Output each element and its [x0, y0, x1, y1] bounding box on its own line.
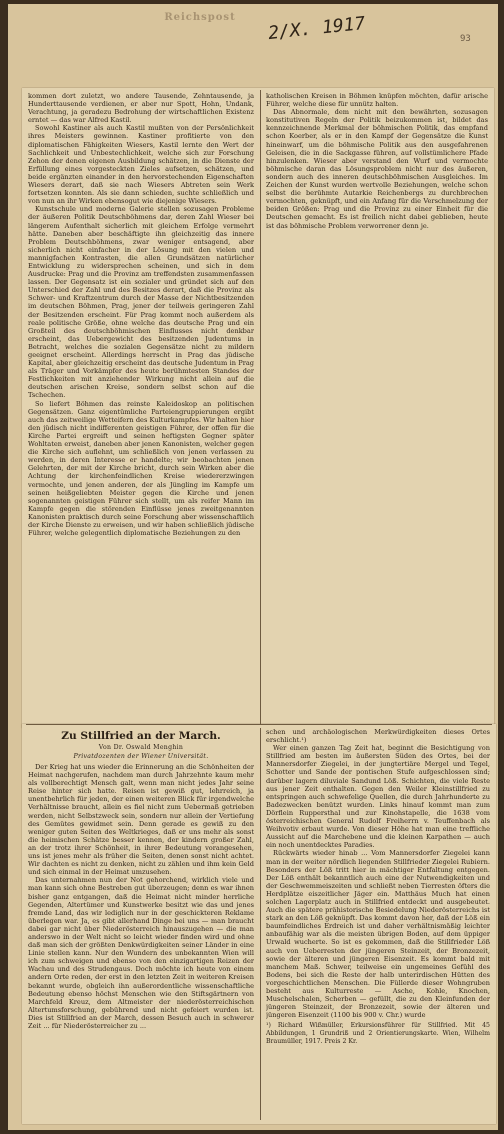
- bottom-article-paragraph: Wer einen ganzen Tag Zeit hat, beginnt die Besichtigung von Stillfried am besten im äußersten Süden des Ortes, bei der Mannersdorfer Ziegelei, in der jungtertiäre Mergel und Tegel, Schotter und Sande der pontischen Stufe aufgeschlossen sind; darüber lagern diluviale Sandund Löß. Schichten, die viele Reste aus jener Zeit enthalten. Gegen den Weiler Kleinstillfried zu entspringen auch schwefelige Quellen, die durch Jahrhunderte zu Badezwecken benützt wurden. Links hinauf kommt man zum Dörflein Ruppersthal und zur Kinohstapelle, die 1638 vom österreichischen General Rudolf Freiherrn v. Teuffenbach als Weihvotiv erbaut wurde. Von dieser Höhe hat man eine treffliche Aussicht auf die Marchebene und die kleinen Karpathen — auch ein noch unentdecktes Paradies.: [266, 744, 490, 850]
- handwritten-date: 2/X. 1917: [267, 12, 367, 45]
- bottom-article-paragraph: Das unternahmen nun der Not gehorchend, wirklich viele und man kann sich ohne Bestreben gut überzeugen; denn es war ihnen bisher ganz entgangen, daß die Heimat nicht minder herrliche Gegenden, Altertümer und Kunstwerke besitzt wie das und jenes fremde Land, das wir lediglich nur in der geschickteren Reklame überlegen war. Ja, es gibt allerhand Dinge bei uns — man braucht dabei gar nicht über Niederösterreich hinauszugehen — die man anderswo in der Welt nicht so leicht wieder finden wird und ohne daß man sich der größten Denkwürdigkeiten seiner Länder in eine Linie stellen kann. Nur den Wundern des unbekannten Wien will ich zum schweigen und ebenso von den einzigartigen Reizen der Wachau und des Strudengaus. Doch möchte ich heute von einem andern Orte reden, der erst in den letzten Zeit in weiteren Kreisen bekannt wurde, obgleich ihn außerordentliche wissenschaftliche Bedeutung ebenso höchst Menschen wie den Stiftsgärtnern von Marchfeld Kreuz, dem Altmeister der niederösterreichischen Altertumsforschung, gebührend und nicht gefeiert wurden ist. Dies ist Stillfried an der March, dessen Besuch auch in schwerer Zeit ... für Niederösterreicher zu ...: [28, 876, 254, 1030]
- scrapbook-page: [8, 4, 498, 1130]
- bottom-clipping: [22, 724, 496, 1124]
- article-title: Zu Stillfried an der March.: [61, 730, 221, 742]
- top-article-paragraph: Das Abnormale, dem nicht mit den bewährten, sozusagen konstitutiven Regeln der Politik beizukommen ist, bildet das kennzeichnende Merkmal der böhmischen Politik, das empfand schon Koerber, als er in den Kampf der Gegensätze die Kunst hineinwarf, um die böhmische Politik aus den ausgefahrenen Geleisen, die in die Sackgasse führen, auf vollstümlichere Pfade hinzulenken. Wieser aber verstand den Wurf und vermochte böhmische daran das Lösungsproblem nicht nur des äußeren, sondern auch des inneren deutschböhmischen Ausgleiches. Im Zeichen der Kunst wurden wertvolle Beziehungen, welche schon selbst die berühmte Autarkie Reichenbergs zu durchbrechen vermochten, geknüpft, und ein Anfang für die Verschmelzung der beiden Größen: Prag und die Provinz zu einer Einheit für die Deutschen gemacht. Es ist freilich nicht dabei geblieben, heute ist das böhmische Problem verworrener denn je.: [266, 108, 488, 230]
- bottom-article-paragraph: Rückwärts wieder hinab ... Vom Mannersdorfer Ziegelei kann man in der weiter nördlich liegenden Stillfrieder Ziegelei Rubiern. Besonders der Löß tritt hier in mächtiger Entfaltung entgegen. Der Löß enthält bekanntlich auch eine der Nutwendigkeiten und der Geschwemmeiszeiten und schließt neben Tierresten öfters die Herdplätze eiszeitlicher Jäger ein. Matthäus Much hat einen solchen Lagerplatz auch in Stillfried entdeckt und ausgebeutet. Auch die spätere prähistorische Besiedelung Niederösterreichs ist stark an den Löß geknüpft. Das kommt davon her, daß der Löß ein baumfeindliches Erdreich ist und daher verhältnismäßig leichter anbaufähig war als die meisten übrigen Boden, auf dem üppiger Urwald wucherte. So ist es gekommen, daß die Stillfrieder Löß auch von Ueberresten der jüngeren Steinzeit, der Bronzezeit, sowie der älteren und jüngeren Eisenzeit. Es kommt bald mit manchem Maß. Schwer, teilweise ein ungemeines Gefühl des Bodens, bei sich die Reste der halb unterirdischen Hütten des vorgeschichtlichen Menschen. Die Füllerde dieser Wohngruben besteht aus Kulturreste — Asche, Kohle, Knochen, Muschelschalen, Scherben — gefüllt, die zu den Kleinfunden der jüngeren Steinzeit, der Bronzezeit, sowie der älteren und jüngeren Eisenzeit (1100 bis 900 v. Chr.) wurde: [266, 849, 490, 1020]
- column-divider: [260, 728, 261, 1120]
- bottom-article-paragraph: Der Krieg hat uns wieder die Erinnerung an die Schönheiten der Heimat nachgerufen, nachdem man durch Jahrzehnte kaum mehr als vollberechtigt Mensch galt, wenn man nicht jedes Jahr seine Reise hinter sich hatte. Reisen ist gewiß gut, lehrreich, ja unentbehrlich für jeden, der einen weiteren Blick für irgendwelche Verhältnisse braucht, allein es fiel nicht zum Uebermaß getrieben werden, nicht Selbstzweck sein, sondern nur allein der Vertiefung des Gemütes gewidmet sein. Denn gerade es gewiß zu den weniger guten Seiten des Weltkrieges, daß er uns mehr als sonst die heimischen Schätze besser kennen, der kindern großer Zahl, an der trotz ihrer Schönheit, in ihrer Bedeutung vorangesehen, uns ist jenes mehr als früher die Seiten, denen sonst nicht achtet. Wir dachten es nicht zu denken, nicht zu zählen und ihm kein Geld und sich einmal in der Heimat umzusehen.: [28, 763, 254, 877]
- page-number: 93: [460, 34, 471, 44]
- bottom-article-paragraph: schen und archäologischen Merkwürdigkeiten dieses Ortes erschlicht.¹): [266, 728, 490, 745]
- bottom-article-column-2: [266, 728, 490, 1120]
- top-article-paragraph: kommen dort zuletzt, wo andere Tausende, Zehntausende, ja Hunderttausende verdienen, er aber nur Spott, Hohn, Undank, Verachtung, ja geradezu Bedrohung der wirtschaftlichen Existenz erntet — das war Alfred Kastil.: [28, 92, 254, 125]
- top-article-paragraph: katholischen Kreisen in Böhmen knüpfen möchten, dafür arische Führer, welche diese für unnütz halten.: [266, 92, 488, 109]
- footnote: ¹) Richard Wißmüller, Erkursionsführer für Stillfried. Mit 45 Abbildungen, 1 Grundriß und 2 Orientierungskarte. Wien, Wilhelm Braumüller, 1917. Preis 2 Kr.: [266, 1022, 490, 1045]
- masthead: Reichspost: [164, 12, 236, 23]
- top-article-column-2: [266, 92, 488, 392]
- top-article-paragraph: Kunstschule und moderne Galerie stellen sozusagen Probleme der äußeren Politik Deutschböhmens dar, deren Zahl Wieser bei längerem Aufenthalt sicherlich mit gleichem Erfolge vermehrt hätte. Daneben aber beschäftigte ihn gleichzeitig das innere Problem Deutschböhmens, zwar weniger entsagend, aber sicherlich nicht einfacher in der Lösung mit den vielen und mannigfachen Kontrasten, die allen Grundsätzen natürlicher Entwicklung zu widersprechen scheinen, und sich in dem Ausdrucke: Prag und die Provinz am treffendsten zusammenfassen lassen. Der Gegensatz ist ein sozialer und gründet sich auf den Unterschied der Zahl und des Besitzes derart, daß die Provinz als Schwer- und Kraftzentrum durch der Masse der Nichtbesitzenden im deutschen Böhmen, Prag, jener der teilweis geringeren Zahl der Besitzenden erscheint. Für Prag kommt noch außerdem als reale politische Größe, ohne welche das deutsche Prag und ein Großteil des deutschböhmischen Einflusses nicht denkbar erscheint, das Uebergewicht des besitzenden Judentums in Betracht, welches die sozialen Gegensätze nicht zu mildern geeignet erscheint. Allerdings herrscht in Prag das jüdische Kapital, aber gleichzeitig erscheint das deutsche Judentum in Prag als Träger und Vorkämpfer des heute berühmtesten Standes der Festlichkeiten mit anziehender Wirkung nicht allein auf die deutschen arischen Kreise, sondern selbst schon auf die Tschechen.: [28, 205, 254, 400]
- column-divider: [260, 90, 261, 726]
- separator-rule: [26, 724, 492, 725]
- bottom-article-column-1: [28, 728, 254, 1120]
- top-article-paragraph: So liefert Böhmen das reinste Kaleidoskop an politischen Gegensätzen. Ganz eigentümliche Parteiengruppierungen ergibt auch das zeitweilige Wetteifern des Kulturkampfes. Wir halten hier den jüdisch nicht indifferenten geistigen Führer, der offen für die Kirche Partei ergreift und seinen heftigsten Gegner später Wohltaten erweist, daneben aber jenen Kanonisten, welcher gegen die Kirche sich auflehnt, um schließlich von jenen verlassen zu werden, in deren Interesse er handelte; wir beobachten jenen Gelehrten, der mit der Kirche bricht, durch sein Wirken aber die Achtung der kirchenfeindlichen Kreise wiedererzwingen vermochte, und jenen anderen, der als Jüngling im Kampfe um seinen heißgeliebten Meister gegen die Kirche und jenen sogenannten geistigen Führer sich stellt, um als reifer Mann im Kampfe gegen die störenden Einflüsse jenes zweitgenannten Kanonisten praktisch durch seine Forschung aber wissenschaftlich der Kirche Dienste zu erweisen, und wir haben schließlich jüdische Führer, welche gelegentlich diplomatische Beziehungen zu den: [28, 399, 254, 538]
- article-author-institution: Privatdozenten der Wiener Universität.: [73, 753, 209, 760]
- top-article-column-1: [28, 92, 254, 724]
- article-byline: Von Dr. Oswald Menghin: [98, 744, 184, 751]
- top-clipping: [22, 88, 494, 728]
- top-article-paragraph: Sowohl Kastiner als auch Kastil mußten von der Persönlichkeit ihres Meisters gewinnen. Kastiner profitierte von den diplomatischen Fähigkeiten Wiesers, Kastil lernte den Wert der Sachlichkeit und Unbestechlichkeit, welche sich zur Forschung Zehon der denen eigenen Ausbildung schätzen, in die Dienste der Erfüllung eines vorgesteckten Zieles aufsetzen, schätzen, und beide ergänzten einander in den hervorstechenden Eigenschaften Wiesers derart, daß sie nach Wiesers Abtreten sein Werk fortsetzen konnten. Als sie dann schieden, suchte schließlich und von nun an ihr Wirken ebensogut wie diejenige Wiesers.: [28, 124, 254, 206]
